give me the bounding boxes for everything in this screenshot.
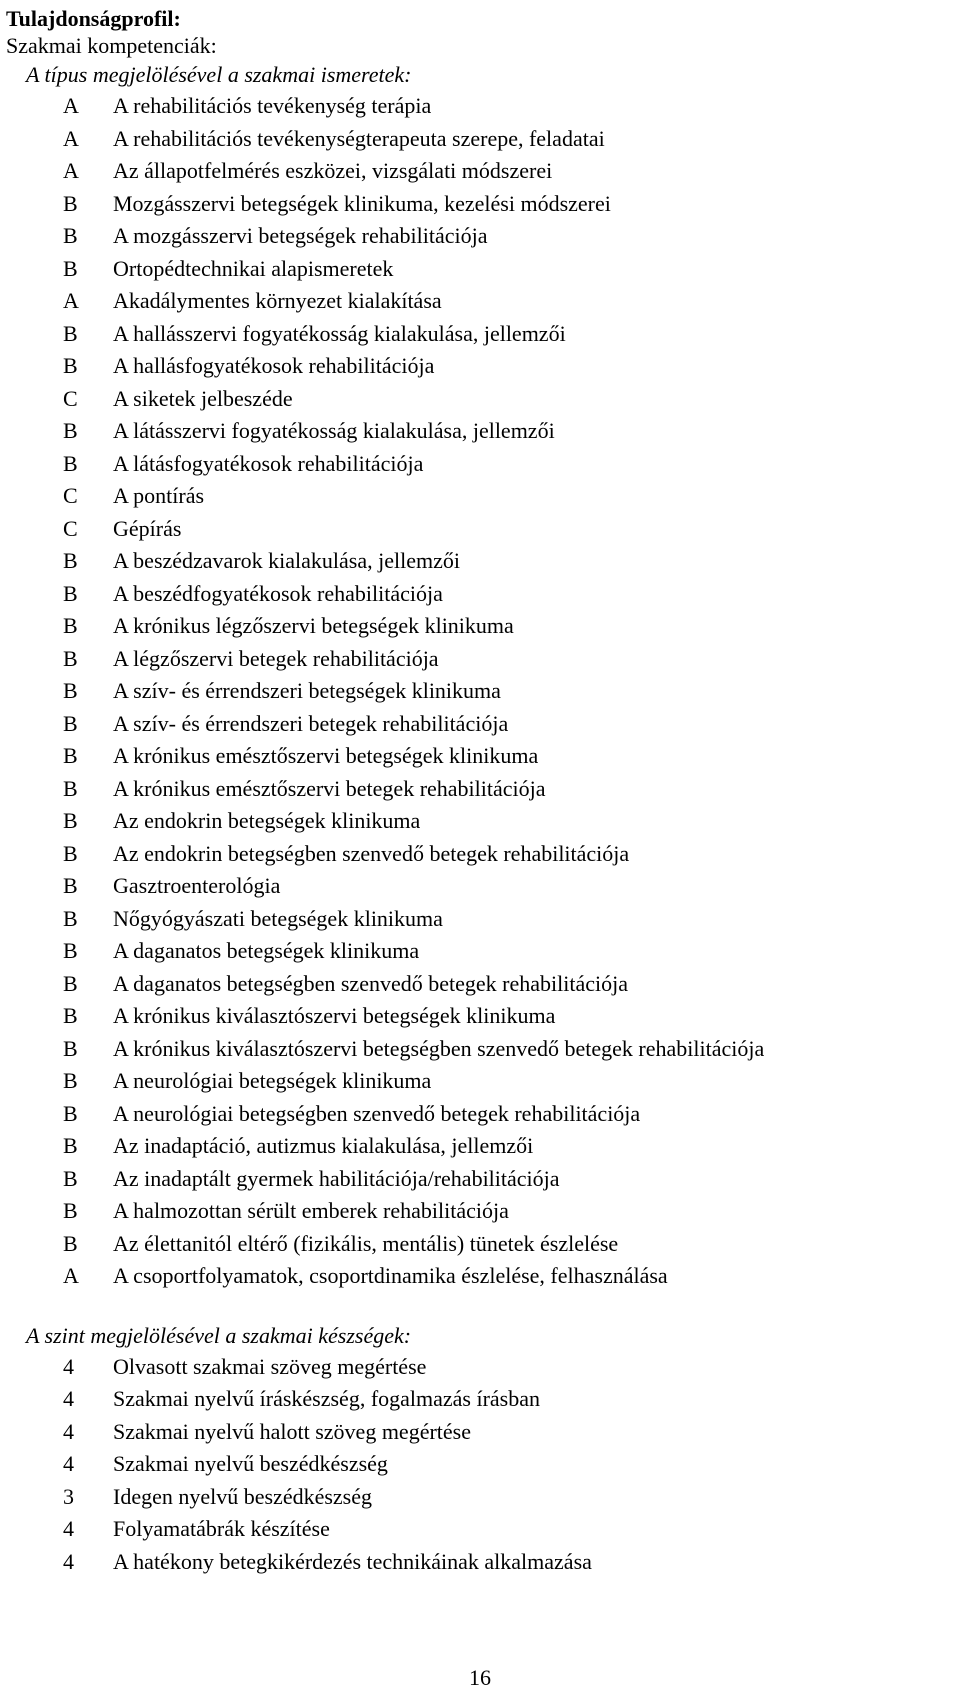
skill-item: [6, 1513, 956, 1546]
item-text: A rehabilitációs tevékenység terápia: [113, 93, 432, 118]
knowledge-item: [6, 1130, 956, 1163]
document-page: [6, 6, 956, 1578]
knowledge-item: [6, 220, 956, 253]
knowledge-item: [6, 740, 956, 773]
knowledge-item: [6, 838, 956, 871]
document-subtitle: Szakmai kompetenciák:: [6, 33, 217, 58]
item-code: B: [63, 873, 78, 898]
item-text: Az élettanitól eltérő (fizikális, mentális) tünetek észlelése: [113, 1230, 619, 1256]
knowledge-item: [6, 968, 956, 1001]
item-text: Az inadaptált gyermek habilitációja/rehabilitációja: [113, 1165, 560, 1191]
item-code: B: [63, 775, 78, 801]
knowledge-item: [6, 708, 956, 741]
item-code: B: [63, 808, 78, 833]
item-text: Szakmai nyelvű halott szöveg megértése: [113, 1418, 471, 1444]
knowledge-item: [6, 155, 956, 188]
item-text: A krónikus emésztőszervi betegek rehabilitációja: [113, 775, 546, 801]
item-code: 4: [63, 1548, 74, 1574]
item-text: A látásfogyatékosok rehabilitációja: [113, 450, 424, 476]
knowledge-heading: A típus megjelölésével a szakmai ismeretek:: [26, 62, 412, 87]
item-text: A csoportfolyamatok, csoportdinamika észlelése, felhasználása: [113, 1263, 668, 1288]
knowledge-item: [6, 1163, 956, 1196]
knowledge-item: [6, 480, 956, 513]
item-text: A siketek jelbeszéde: [113, 385, 293, 411]
item-text: A daganatos betegségek klinikuma: [113, 938, 420, 963]
knowledge-item: [6, 903, 956, 936]
knowledge-item: [6, 350, 956, 383]
knowledge-item: [6, 643, 956, 676]
item-code: B: [63, 548, 78, 573]
knowledge-item: [6, 675, 956, 708]
item-code: B: [63, 320, 78, 346]
knowledge-item: [6, 1000, 956, 1033]
knowledge-item: [6, 513, 956, 546]
item-code: B: [63, 905, 78, 931]
knowledge-item: [6, 578, 956, 611]
item-code: B: [63, 1100, 78, 1126]
item-code: A: [63, 288, 79, 313]
item-code: B: [63, 613, 78, 638]
item-code: B: [63, 1133, 78, 1158]
knowledge-item: [6, 90, 956, 123]
knowledge-item: [6, 123, 956, 156]
item-code: A: [63, 125, 79, 151]
knowledge-item: [6, 285, 956, 318]
knowledge-item: [6, 935, 956, 968]
item-text: A szív- és érrendszeri betegségek klinikuma: [113, 678, 501, 703]
item-code: 4: [63, 1418, 74, 1444]
skill-item: [6, 1448, 956, 1481]
item-code: B: [63, 743, 78, 768]
item-text: A krónikus emésztőszervi betegségek klinikuma: [113, 743, 539, 768]
item-text: Idegen nyelvű beszédkészség: [113, 1483, 373, 1509]
item-code: A: [63, 1263, 79, 1288]
knowledge-item: [6, 545, 956, 578]
item-code: B: [63, 223, 78, 248]
item-code: B: [63, 1068, 78, 1093]
item-code: B: [63, 1230, 78, 1256]
knowledge-item: [6, 1228, 956, 1261]
item-text: Akadálymentes környezet kialakítása: [113, 288, 442, 313]
item-text: A krónikus kiválasztószervi betegségben szenvedő betegek rehabilitációja: [113, 1035, 765, 1061]
item-text: Gépírás: [113, 515, 182, 541]
item-text: Ortopédtechnikai alapismeretek: [113, 255, 394, 281]
item-code: B: [63, 840, 78, 866]
skill-item: [6, 1383, 956, 1416]
item-text: A rehabilitációs tevékenységterapeuta szerepe, feladatai: [113, 125, 605, 151]
knowledge-item: [6, 870, 956, 903]
item-code: 4: [63, 1353, 74, 1379]
item-text: Olvasott szakmai szöveg megértése: [113, 1353, 427, 1379]
item-text: Nőgyógyászati betegségek klinikuma: [113, 905, 443, 931]
item-text: A mozgásszervi betegségek rehabilitációja: [113, 223, 488, 248]
section-gap: [6, 1293, 956, 1321]
knowledge-list: [6, 90, 956, 1293]
page-number: 16: [469, 1665, 491, 1690]
item-code: A: [63, 93, 79, 118]
knowledge-item: [6, 188, 956, 221]
item-text: Szakmai nyelvű íráskészség, fogalmazás írásban: [113, 1386, 541, 1411]
item-text: A daganatos betegségben szenvedő betegek rehabilitációja: [113, 970, 628, 996]
skill-item: [6, 1546, 956, 1579]
skill-item: [6, 1351, 956, 1384]
item-code: C: [63, 515, 78, 541]
item-code: A: [63, 158, 79, 183]
knowledge-item: [6, 383, 956, 416]
item-text: Gasztroenterológia: [113, 873, 281, 898]
item-text: A szív- és érrendszeri betegek rehabilitációja: [113, 710, 509, 736]
item-text: Szakmai nyelvű beszédkészség: [113, 1451, 388, 1476]
skills-list: [6, 1351, 956, 1579]
knowledge-item: [6, 1033, 956, 1066]
skills-heading: A szint megjelölésével a szakmai készségek:: [26, 1322, 412, 1348]
item-code: 4: [63, 1516, 74, 1541]
document-title: Tulajdonságprofil:: [6, 6, 181, 31]
knowledge-item: [6, 805, 956, 838]
item-text: A légzőszervi betegek rehabilitációja: [113, 645, 439, 671]
item-text: Az állapotfelmérés eszközei, vizsgálati módszerei: [113, 158, 553, 183]
item-text: Az endokrin betegségek klinikuma: [113, 808, 421, 833]
item-text: A hatékony betegkikérdezés technikáinak alkalmazása: [113, 1548, 592, 1574]
item-text: A látásszervi fogyatékosság kialakulása, jellemzői: [113, 418, 555, 443]
knowledge-item: [6, 1065, 956, 1098]
item-code: B: [63, 710, 78, 736]
knowledge-item: [6, 318, 956, 351]
item-code: B: [63, 353, 78, 378]
knowledge-item: [6, 448, 956, 481]
item-text: A pontírás: [113, 483, 205, 508]
item-code: B: [63, 1003, 78, 1028]
item-code: B: [63, 678, 78, 703]
item-text: A halmozottan sérült emberek rehabilitációja: [113, 1198, 509, 1223]
item-code: 3: [63, 1483, 74, 1509]
item-text: A krónikus légzőszervi betegségek klinikuma: [113, 613, 514, 638]
knowledge-item: [6, 415, 956, 448]
item-code: B: [63, 450, 78, 476]
item-code: B: [63, 190, 78, 216]
knowledge-item: [6, 253, 956, 286]
item-code: B: [63, 970, 78, 996]
item-code: B: [63, 1198, 78, 1223]
knowledge-item: [6, 773, 956, 806]
item-code: B: [63, 418, 78, 443]
knowledge-item: [6, 1260, 956, 1293]
item-code: C: [63, 483, 78, 508]
item-text: Az inadaptáció, autizmus kialakulása, jellemzői: [113, 1133, 534, 1158]
item-text: Mozgásszervi betegségek klinikuma, kezelési módszerei: [113, 190, 611, 216]
knowledge-item: [6, 1195, 956, 1228]
item-text: A hallásfogyatékosok rehabilitációja: [113, 353, 435, 378]
skill-item: [6, 1481, 956, 1514]
knowledge-item: [6, 1098, 956, 1131]
knowledge-item: [6, 610, 956, 643]
skill-item: [6, 1416, 956, 1449]
item-code: B: [63, 645, 78, 671]
item-code: B: [63, 580, 78, 606]
item-text: A krónikus kiválasztószervi betegségek klinikuma: [113, 1003, 556, 1028]
item-code: C: [63, 385, 78, 411]
item-text: Folyamatábrák készítése: [113, 1516, 330, 1541]
item-code: 4: [63, 1386, 74, 1411]
item-text: Az endokrin betegségben szenvedő betegek rehabilitációja: [113, 840, 630, 866]
item-code: B: [63, 1035, 78, 1061]
item-code: B: [63, 1165, 78, 1191]
item-code: B: [63, 938, 78, 963]
item-text: A beszédfogyatékosok rehabilitációja: [113, 580, 443, 606]
item-code: B: [63, 255, 78, 281]
item-text: A neurológiai betegségek klinikuma: [113, 1068, 432, 1093]
item-code: 4: [63, 1451, 74, 1476]
item-text: A hallásszervi fogyatékosság kialakulása, jellemzői: [113, 320, 566, 346]
item-text: A beszédzavarok kialakulása, jellemzői: [113, 548, 460, 573]
item-text: A neurológiai betegségben szenvedő betegek rehabilitációja: [113, 1100, 641, 1126]
